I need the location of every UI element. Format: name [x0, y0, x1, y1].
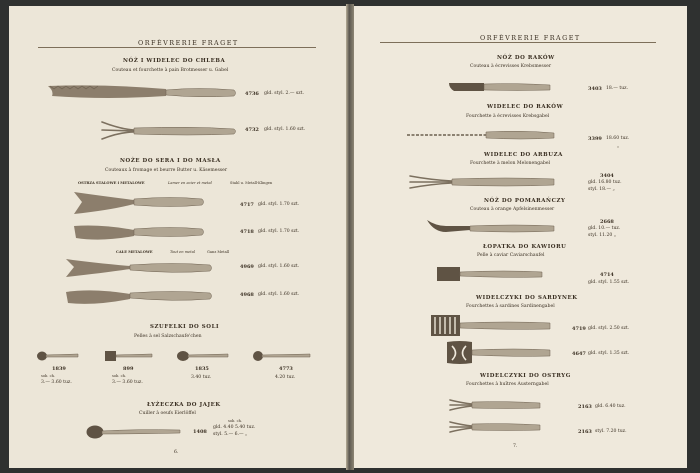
melon-fork-image — [408, 174, 556, 190]
item-4732-price: gld. styl. 1.60 szt. — [264, 127, 306, 132]
crayfish-knife-title: NÓŻ DO RAKÓW — [497, 55, 555, 61]
metal-knife-image — [64, 286, 214, 308]
melon-title: WIDELEC DO ARBUZA — [484, 152, 563, 158]
orange-knife-image — [426, 218, 556, 238]
item-4732-code: 4732 — [245, 127, 259, 133]
right-page-number: 7. — [513, 444, 518, 449]
left-header: ORFÈVRERIE FRAGET — [138, 39, 239, 47]
item-4647-price: gld. styl. 1.35 szt. — [588, 351, 630, 356]
salt-spoon-1839-image — [36, 350, 80, 362]
cheese-knife-image — [72, 222, 207, 244]
sardine-fork-4719-image — [430, 314, 554, 338]
item-2668-price-styl: styl. 11.20 „ — [588, 233, 617, 238]
salt-spoon-4773-image — [252, 350, 312, 362]
item-4718-code: 4718 — [240, 229, 254, 235]
item-1835-code: 1835 — [195, 366, 209, 372]
item-899-sizes: sob. ch. — [112, 374, 127, 378]
item-3403-price: 18.— tuz. — [606, 86, 629, 91]
sardines-subtitle: Fourchettes à sardines Sardinengabel — [466, 304, 555, 309]
item-4719-code: 4719 — [572, 326, 586, 332]
crayfish-fork-subtitle: Fourchette à écrevisses Krebsgabel — [466, 114, 550, 119]
item-4968-code: 4968 — [240, 292, 254, 298]
item-4773-price: 4.20 tuz. — [275, 375, 296, 380]
crayfish-fork-image — [406, 129, 556, 141]
item-4719-price: gld. styl. 2.50 szt. — [588, 326, 630, 331]
item-1835-price: 3.40 tuz. — [191, 375, 212, 380]
item-2163-price-styl: styl. 7.20 tuz. — [595, 429, 627, 434]
cheese-fork-knife-image — [72, 190, 207, 218]
item-4714-code: 4714 — [600, 272, 614, 278]
left-header-rule — [38, 47, 316, 48]
item-4969-price: gld. styl. 1.60 szt. — [258, 264, 300, 269]
item-4718-price: gld. styl. 1.70 szt. — [258, 229, 300, 234]
sardines-title: WIDELCZYKI DO SARDYNEK — [476, 295, 578, 301]
item-1408-sizes: sob. ch. — [228, 419, 243, 423]
crayfish-knife-image — [448, 80, 552, 94]
salt-subtitle: Pelles à sel Salzschaufe'chen — [134, 334, 202, 339]
item-4647-code: 4647 — [572, 351, 586, 357]
item-3403-code: 3403 — [588, 86, 602, 92]
item-4736-code: 4736 — [245, 91, 259, 97]
crayfish-fork-title: WIDELEC DO RAKÓW — [487, 104, 564, 110]
item-3399-ditto: „ — [617, 144, 620, 149]
item-1839-code: 1839 — [52, 366, 66, 372]
item-4714-price: gld. styl. 1.55 szt. — [588, 280, 630, 285]
egg-title: ŁYŻECZKA DO JAJEK — [147, 402, 221, 408]
crayfish-knife-subtitle: Couteau à écrevisses Krebsmesser — [470, 64, 552, 69]
item-2668-price-gilded: gld. 10.— tuz. — [588, 226, 621, 231]
cheese-subtitle: Couteaux à fromage et beurre Butter u. Käsemesser — [105, 168, 228, 173]
caviar-subtitle: Pelle à caviar Caviarschaufel — [477, 253, 545, 258]
item-899-price: 3.— 3.60 tuz. — [112, 380, 143, 385]
metal-label-de: Ganz Metall — [207, 250, 230, 254]
item-2163-price-gilded: gld. 6.40 tuz. — [595, 404, 626, 409]
egg-subtitle: Cuiller à oeufs Eierlöffel — [139, 411, 196, 416]
item-4968-price: gld. styl. 1.60 szt. — [258, 292, 300, 297]
item-2668-code: 2668 — [600, 219, 614, 225]
item-1408-code: 1408 — [193, 429, 207, 435]
item-4717-code: 4717 — [240, 202, 254, 208]
metal-label-fr: Tout en metal — [170, 250, 196, 254]
salt-title: SZUFELKI DO SOLI — [150, 324, 220, 330]
oyster-fork-image-1 — [448, 397, 544, 413]
bread-subtitle: Couteau et fourchette à pain Brotmesser u. Gabel — [112, 68, 229, 73]
right-header: ORFÈVRERIE FRAGET — [480, 34, 581, 42]
caviar-spade-image — [436, 265, 546, 283]
item-3404-price-gilded: gld. 16.80 tuz. — [588, 180, 622, 185]
metal-fork-knife-image — [64, 257, 214, 281]
cheese-title: NOŻE DO SERA I DO MASŁA — [120, 158, 221, 164]
item-3399-price: 18.60 tuz. — [606, 136, 630, 141]
bread-knife-image — [48, 84, 238, 102]
item-3399-code: 3399 — [588, 136, 602, 142]
item-4969-code: 4969 — [240, 264, 254, 270]
item-1408-price-gilded: gld. 4.40 5.40 tuz. — [213, 425, 256, 430]
bread-fork-image — [100, 120, 240, 142]
item-3404-price-styl: styl. 18.— „ — [588, 187, 615, 192]
left-page-number: 6. — [174, 450, 179, 455]
oyster-fork-image-2 — [448, 419, 544, 435]
orange-title: NÓŻ DO POMARAŃCZY — [484, 198, 566, 204]
oysters-title: WIDELCZYKI DO OSTRYG — [480, 373, 571, 379]
item-3404-code: 3404 — [600, 173, 614, 179]
item-1839-price: 3.— 3.60 tuz. — [41, 380, 72, 385]
item-1408-price-styl: styl. 5.— 6.— „ — [213, 432, 248, 437]
metal-label: CAŁE METALOWE — [116, 250, 153, 254]
book-gutter — [346, 4, 354, 470]
orange-subtitle: Couteau à orange Apfelsinenmesser — [470, 207, 555, 212]
bread-title: NÓŻ I WIDELEC DO CHLEBA — [123, 58, 226, 64]
item-4736-price: gld. styl. 2.— szt. — [264, 91, 304, 96]
sardine-fork-4647-image — [446, 341, 554, 365]
salt-spoon-899-image — [104, 350, 154, 362]
egg-spoon-image — [86, 424, 182, 440]
right-header-rule — [380, 42, 656, 43]
steel-label: OSTRZA STALOWE i METALOWE — [78, 181, 145, 185]
steel-label-fr: Lamer en acier et metal — [168, 181, 212, 185]
item-1839-sizes: sob. ch. — [41, 374, 56, 378]
item-899-code: 899 — [123, 366, 134, 372]
steel-label-de: Stahl u. Metall-Klingen — [230, 181, 273, 185]
oysters-subtitle: Fourchettes à huîtres Austerngabel — [466, 382, 549, 387]
salt-spoon-1835-image — [176, 350, 230, 362]
item-4773-code: 4773 — [279, 366, 293, 372]
item-2163-code: 2163 — [578, 404, 592, 410]
item-4717-price: gld. styl. 1.70 szt. — [258, 202, 300, 207]
melon-subtitle: Fourchette à melon Melonengabel — [470, 161, 551, 166]
caviar-title: ŁOPATKA DO KAWIORU — [483, 244, 567, 250]
item-2163b-code: 2163 — [578, 429, 592, 435]
